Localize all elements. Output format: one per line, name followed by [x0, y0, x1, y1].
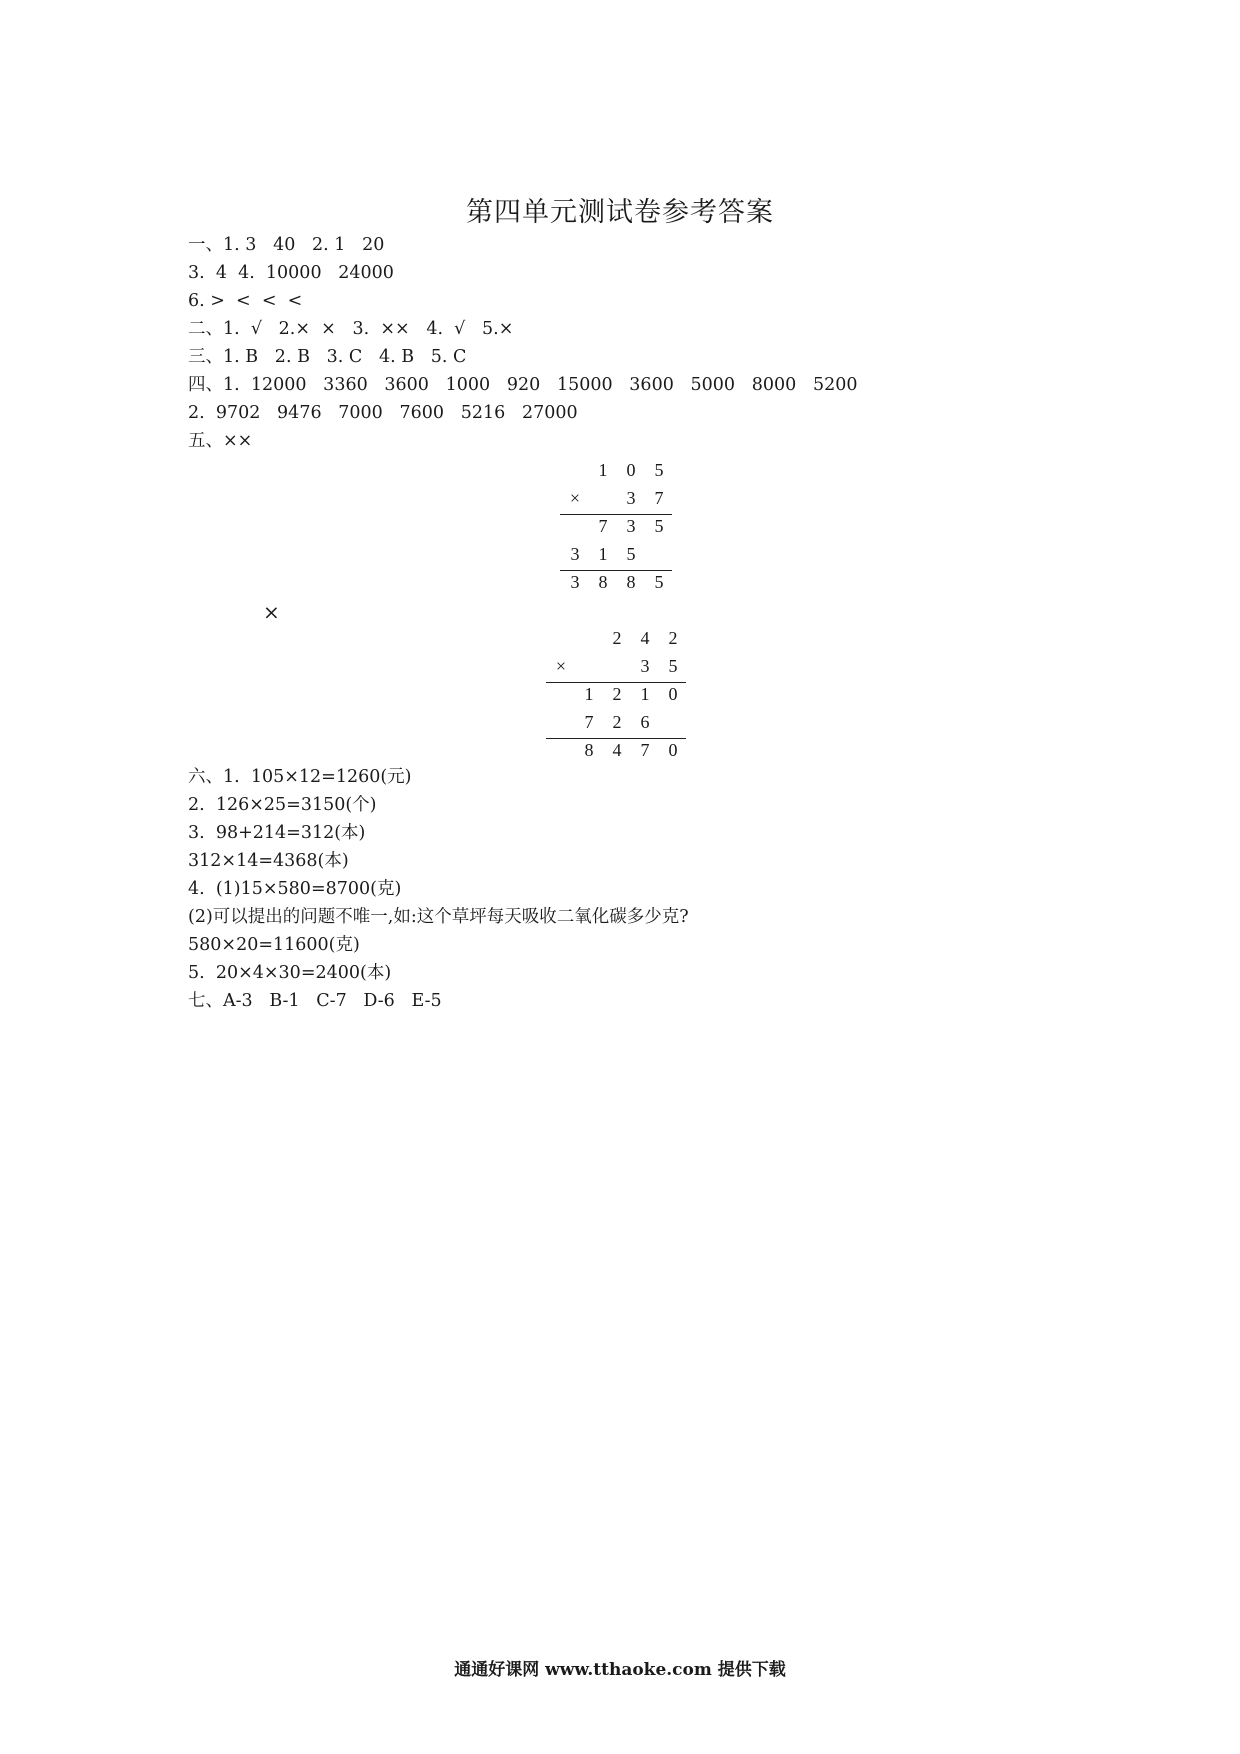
calc1-digit: 3: [626, 488, 636, 508]
calc1-digit: 3: [570, 544, 580, 564]
answer-line-1: 一、1. 3 40 2. 1 20: [188, 235, 385, 255]
page-title: 第四单元测试卷参考答案: [466, 197, 774, 228]
calc2-digit: 2: [612, 712, 622, 732]
calc2-digit: 0: [668, 684, 678, 704]
calc1-digit: 8: [598, 572, 608, 592]
answer-line-12: 312×14=4368(本): [188, 851, 349, 871]
answer-line-5: 三、1. B 2. B 3. C 4. B 5. C: [188, 347, 467, 367]
calc2-digit: 2: [612, 684, 622, 704]
answer-line-2: 3. 4 4. 10000 24000: [188, 263, 394, 283]
answer-line-3: 6. > < < <: [188, 291, 303, 311]
vertical-calc-1: [560, 458, 680, 598]
calc2-digit: 6: [640, 712, 650, 732]
answer-line-13: 4. (1)15×580=8700(克): [188, 879, 402, 899]
calc2-digit: 0: [668, 740, 678, 760]
calc1-multiply-sign: ×: [569, 488, 581, 508]
calc2-digit: 5: [668, 656, 678, 676]
calc1-digit: 5: [654, 572, 664, 592]
calc2-digit: 4: [640, 628, 650, 648]
answer-line-7: 2. 9702 9476 7000 7600 5216 27000: [188, 403, 578, 423]
calc2-digit: 8: [584, 740, 594, 760]
calc2-digit: 1: [584, 684, 594, 704]
answer-line-9: 六、1. 105×12=1260(元): [188, 767, 412, 787]
calc1-digit: 0: [626, 460, 636, 480]
calc2-digit: 7: [584, 712, 594, 732]
calc1-digit: 5: [626, 544, 636, 564]
calc1-digit: 3: [626, 516, 636, 536]
answer-line-10: 2. 126×25=3150(个): [188, 795, 377, 815]
answer-line-15: 580×20=11600(克): [188, 935, 360, 955]
calc2-digit: 2: [668, 628, 678, 648]
calc1-digit: 7: [654, 488, 664, 508]
calc1-digit: 1: [598, 544, 608, 564]
wrong-mark: ×: [263, 600, 280, 624]
calc2-digit: 2: [612, 628, 622, 648]
answer-line-8: 五、××: [188, 431, 253, 451]
answer-line-4: 二、1. √ 2.× × 3. ×× 4. √ 5.×: [188, 319, 514, 339]
download-footer: 通通好课网 www.tthaoke.com 提供下载: [454, 1660, 786, 1680]
answer-line-14: (2)可以提出的问题不唯一,如:这个草坪每天吸收二氧化碳多少克?: [188, 907, 689, 927]
answer-line-17: 七、A-3 B-1 C-7 D-6 E-5: [188, 991, 442, 1011]
answer-line-6: 四、1. 12000 3360 3600 1000 920 15000 3600 5000 8000 5200: [188, 375, 858, 395]
answer-line-11: 3. 98+214=312(本): [188, 823, 366, 843]
answer-line-16: 5. 20×4×30=2400(本): [188, 963, 392, 983]
calc2-digit: 4: [612, 740, 622, 760]
calc1-digit: 1: [598, 460, 608, 480]
calc1-digit: 3: [570, 572, 580, 592]
calc2-digit: 3: [640, 656, 650, 676]
vertical-calc-2: [546, 626, 696, 766]
calc1-digit: 7: [598, 516, 608, 536]
calc2-digit: 1: [640, 684, 650, 704]
calc1-digit: 5: [654, 460, 664, 480]
calc1-digit: 8: [626, 572, 636, 592]
calc2-digit: 7: [640, 740, 650, 760]
calc1-digit: 5: [654, 516, 664, 536]
calc2-multiply-sign: ×: [555, 656, 567, 676]
